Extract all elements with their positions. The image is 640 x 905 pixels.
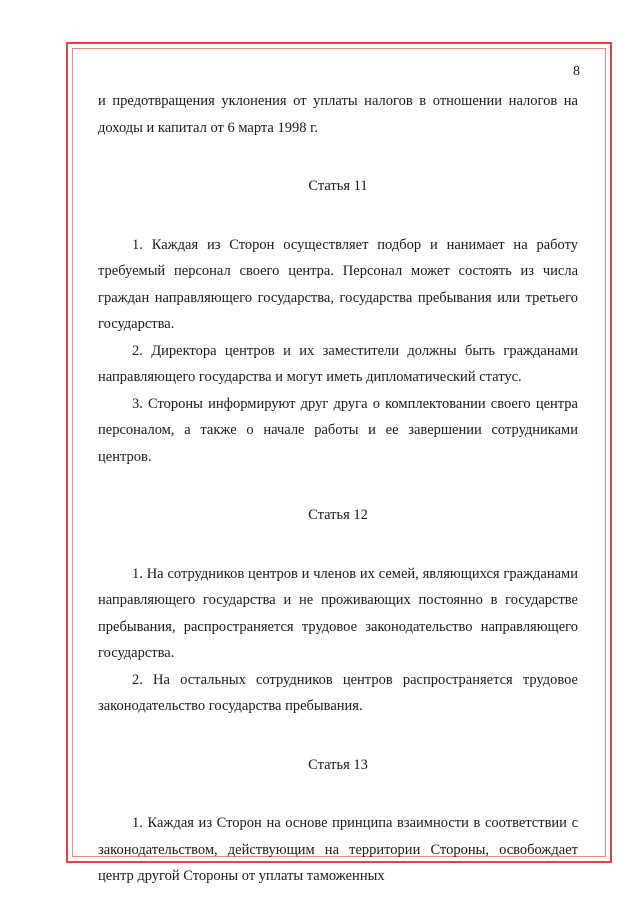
article-11-paragraph-1: 1. Каждая из Сторон осуществляет подбор и нанимает на работу требуемый персонал своего центра. Персонал может состоять из числа граждан направляющего государства, государства пребывания или третьего государства.	[98, 236, 578, 332]
article-11-paragraph-3: 3. Стороны информируют друг друга о комплектовании своего центра персоналом, а также о начале работы и ее завершении сотрудниками центров.	[98, 395, 578, 465]
document-body	[98, 88, 578, 890]
article-12-heading: Статья 12	[308, 507, 368, 523]
article-12-paragraph-2: 2. На остальных сотрудников центров распространяется трудовое законодательство государства пребывания.	[98, 671, 578, 714]
article-13-paragraph-1: 1. Каждая из Сторон на основе принципа взаимности в соответствии с законодательством, действующим на территории Стороны, освобождает центр другой Стороны от уплаты таможенных	[98, 815, 578, 884]
intro-paragraph: и предотвращения уклонения от уплаты налогов в отношении налогов на доходы и капитал от 6 марта 1998 г.	[98, 93, 578, 136]
article-11-heading: Статья 11	[308, 178, 368, 194]
article-11-paragraph-2: 2. Директора центров и их заместители должны быть гражданами направляющего государства и могут иметь дипломатический статус.	[98, 342, 578, 385]
article-12-paragraph-1: 1. На сотрудников центров и членов их семей, являющихся гражданами направляющего государства и не проживающих постоянно в государстве пребывания, распространяется трудовое законодательство направляющего государства.	[98, 565, 578, 661]
page-number: 8	[573, 64, 580, 79]
article-13-heading: Статья 13	[308, 756, 368, 773]
